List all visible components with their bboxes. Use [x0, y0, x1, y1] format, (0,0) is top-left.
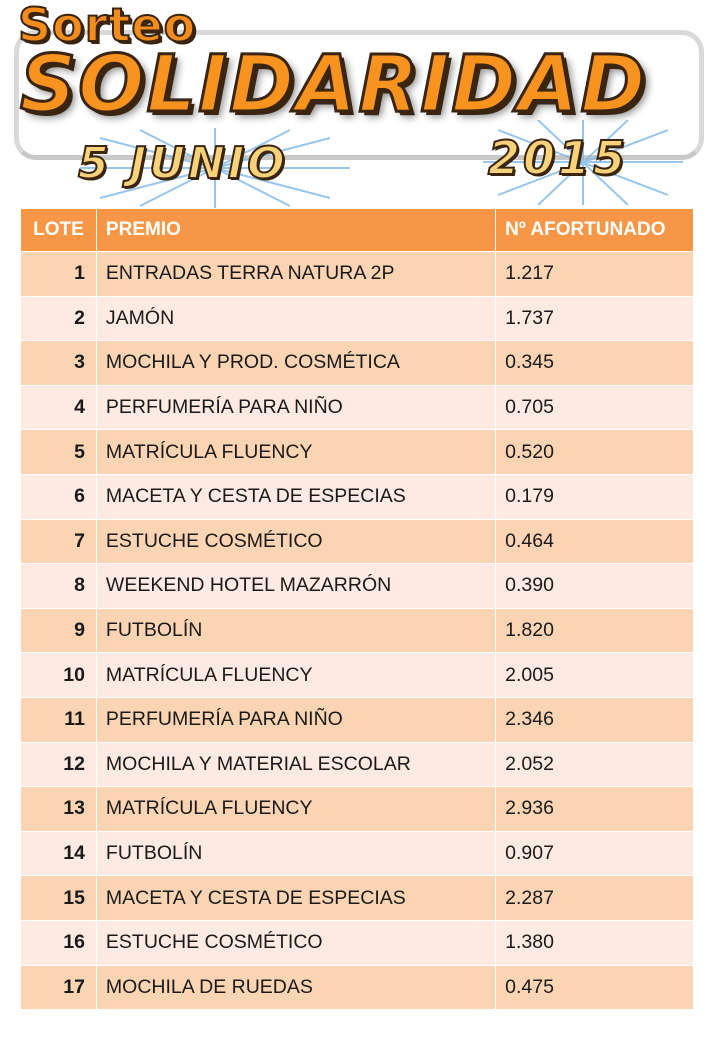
numero-cell: 0.705 — [496, 385, 694, 430]
lote-cell: 17 — [21, 965, 97, 1010]
sorteo-solidaridad-logo — [0, 0, 720, 210]
table-row — [21, 742, 694, 787]
table-row — [21, 341, 694, 386]
logo-year: 2015 — [488, 131, 629, 185]
table-header-row — [21, 209, 694, 252]
lote-cell: 8 — [21, 564, 97, 609]
lote-cell: 14 — [21, 831, 97, 876]
table-row — [21, 385, 694, 430]
lote-cell: 9 — [21, 608, 97, 653]
numero-cell: 1.380 — [496, 920, 694, 965]
table-row — [21, 787, 694, 832]
lote-cell: 16 — [21, 920, 97, 965]
numero-cell: 2.287 — [496, 876, 694, 921]
numero-cell: 0.179 — [496, 474, 694, 519]
premio-cell: PERFUMERÍA PARA NIÑO — [96, 385, 495, 430]
premio-cell: FUTBOLÍN — [96, 831, 495, 876]
lote-cell: 4 — [21, 385, 97, 430]
lote-cell: 6 — [21, 474, 97, 519]
lote-cell: 12 — [21, 742, 97, 787]
premio-cell: ESTUCHE COSMÉTICO — [96, 920, 495, 965]
lote-cell: 11 — [21, 697, 97, 742]
premio-cell: ESTUCHE COSMÉTICO — [96, 519, 495, 564]
table-row — [21, 697, 694, 742]
numero-cell: 0.390 — [496, 564, 694, 609]
premio-cell: MATRÍCULA FLUENCY — [96, 787, 495, 832]
logo-word-sorteo: Sorteo — [18, 0, 197, 52]
numero-cell: 1.217 — [496, 252, 694, 297]
premio-cell: MATRÍCULA FLUENCY — [96, 653, 495, 698]
column-header-lote: LOTE — [21, 209, 97, 252]
numero-cell: 2.005 — [496, 653, 694, 698]
table-row — [21, 920, 694, 965]
column-header-numero: Nº AFORTUNADO — [496, 209, 694, 252]
prize-results-table — [20, 208, 694, 1010]
premio-cell: WEEKEND HOTEL MAZARRÓN — [96, 564, 495, 609]
table-row — [21, 608, 694, 653]
logo-date: 5 JUNIO — [78, 138, 288, 189]
table-row — [21, 831, 694, 876]
logo-word-solidaridad: SOLIDARIDAD — [20, 40, 648, 130]
table-row — [21, 430, 694, 475]
table-row — [21, 296, 694, 341]
table-row — [21, 564, 694, 609]
premio-cell: JAMÓN — [96, 296, 495, 341]
lote-cell: 2 — [21, 296, 97, 341]
premio-cell: ENTRADAS TERRA NATURA 2P — [96, 252, 495, 297]
numero-cell: 2.346 — [496, 697, 694, 742]
numero-cell: 1.737 — [496, 296, 694, 341]
premio-cell: FUTBOLÍN — [96, 608, 495, 653]
numero-cell: 0.907 — [496, 831, 694, 876]
premio-cell: MATRÍCULA FLUENCY — [96, 430, 495, 475]
numero-cell: 0.475 — [496, 965, 694, 1010]
premio-cell: MACETA Y CESTA DE ESPECIAS — [96, 474, 495, 519]
numero-cell: 2.936 — [496, 787, 694, 832]
premio-cell: PERFUMERÍA PARA NIÑO — [96, 697, 495, 742]
lote-cell: 3 — [21, 341, 97, 386]
column-header-premio: PREMIO — [96, 209, 495, 252]
numero-cell: 1.820 — [496, 608, 694, 653]
numero-cell: 0.464 — [496, 519, 694, 564]
premio-cell: MOCHILA Y PROD. COSMÉTICA — [96, 341, 495, 386]
table-row — [21, 252, 694, 297]
premio-cell: MOCHILA Y MATERIAL ESCOLAR — [96, 742, 495, 787]
table-row — [21, 519, 694, 564]
lote-cell: 13 — [21, 787, 97, 832]
lote-cell: 5 — [21, 430, 97, 475]
table-row — [21, 653, 694, 698]
lote-cell: 10 — [21, 653, 97, 698]
table-row — [21, 965, 694, 1010]
lote-cell: 15 — [21, 876, 97, 921]
premio-cell: MOCHILA DE RUEDAS — [96, 965, 495, 1010]
table-row — [21, 876, 694, 921]
lote-cell: 7 — [21, 519, 97, 564]
numero-cell: 2.052 — [496, 742, 694, 787]
premio-cell: MACETA Y CESTA DE ESPECIAS — [96, 876, 495, 921]
numero-cell: 0.345 — [496, 341, 694, 386]
lote-cell: 1 — [21, 252, 97, 297]
numero-cell: 0.520 — [496, 430, 694, 475]
table-row — [21, 474, 694, 519]
